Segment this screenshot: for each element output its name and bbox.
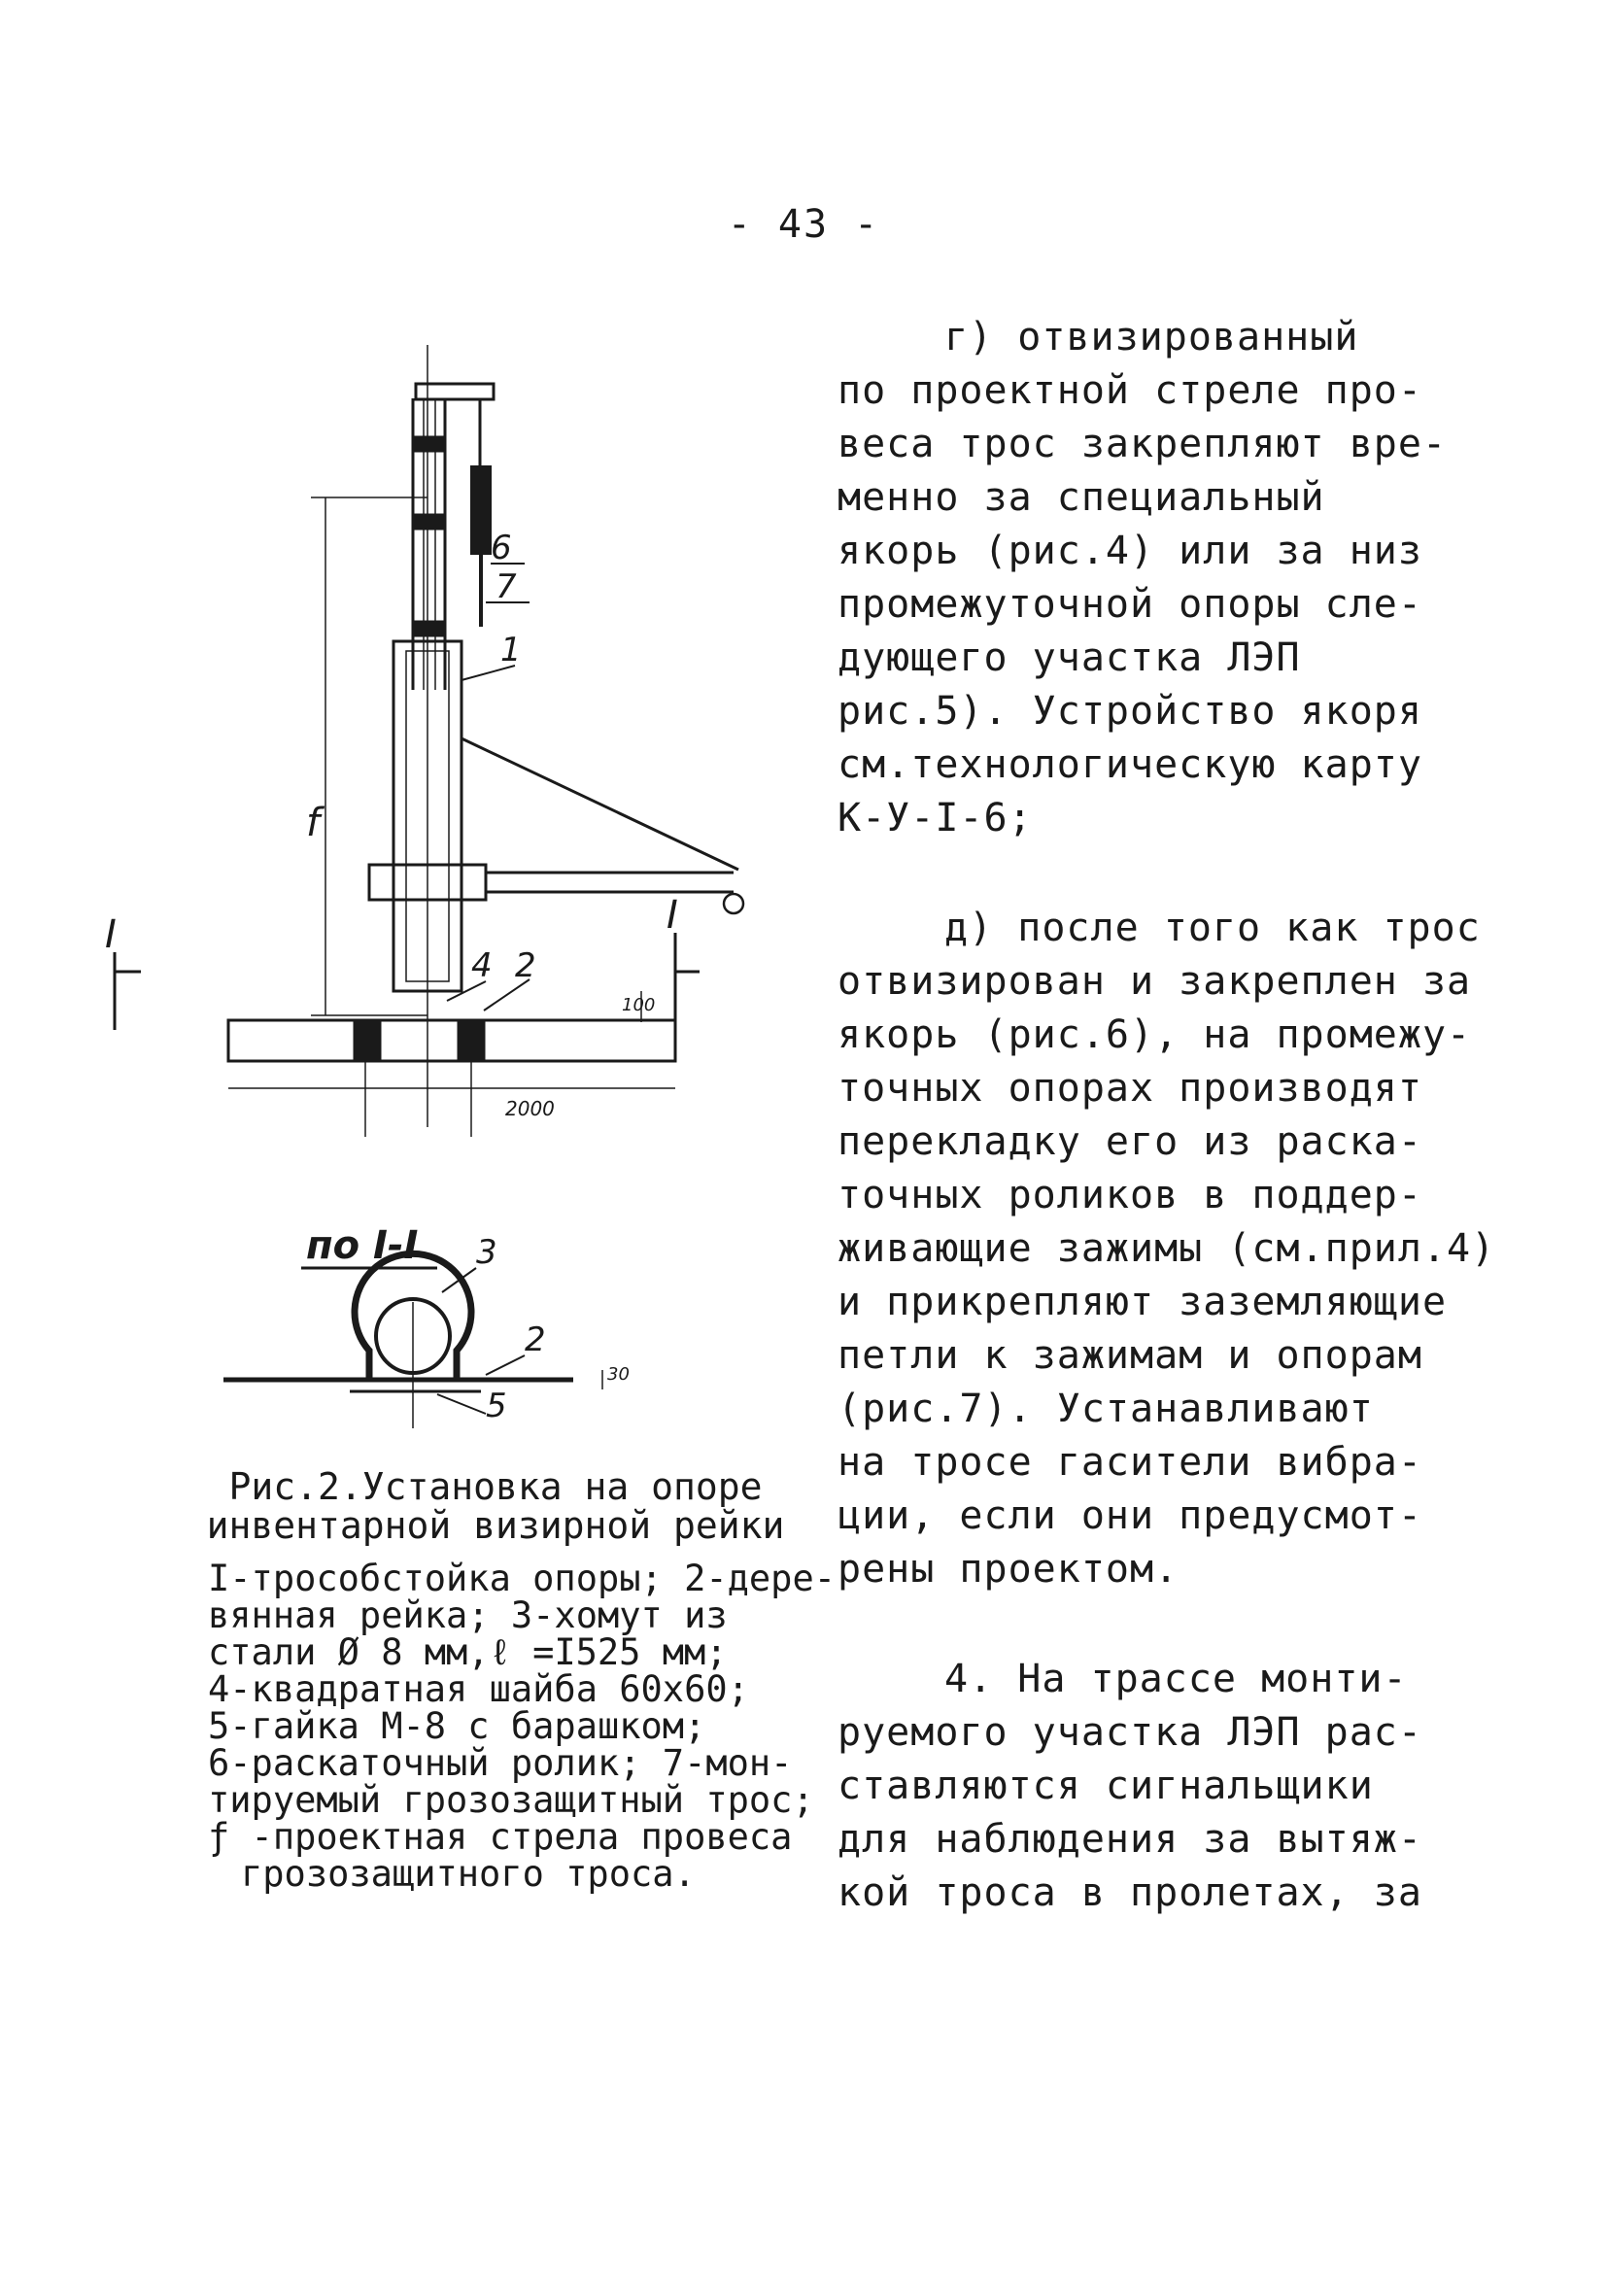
legend-line: тируемый грозозащитный трос; (208, 1779, 814, 1821)
text-line: точных опорах производят (838, 1066, 1422, 1111)
legend-line: ƒ -проектная стрела провеса (208, 1816, 793, 1858)
text-line: отвизирован и закреплен за (838, 959, 1472, 1004)
label-3: 3 (476, 1233, 497, 1272)
paragraph-4 (838, 1653, 1518, 1920)
rod-band (413, 437, 445, 451)
section-mark-left-label: I (105, 912, 117, 957)
paragraph-g (838, 311, 1518, 845)
label-5: 5 (486, 1387, 507, 1425)
dim-2000-label: 2000 (505, 1097, 555, 1120)
text-line: точных роликов в поддер- (838, 1173, 1422, 1217)
label-6: 6 (491, 529, 512, 567)
tower-rod-installation-diagram (105, 330, 738, 1428)
label-4: 4 (471, 946, 493, 985)
arm-hook (724, 894, 743, 913)
text-line: 4. На трассе монти- (944, 1657, 1408, 1701)
text-line: см.технологическую карту (838, 742, 1422, 787)
caption-line: Рис.2.Установка на опоре (228, 1465, 763, 1508)
label-2-top: 2 (515, 946, 536, 985)
label-f: f (306, 801, 321, 845)
text-line: руемого участка ЛЭП рас- (838, 1710, 1422, 1755)
brace-wire (462, 738, 738, 870)
text-line: живающие зажимы (см.прил.4) (838, 1226, 1496, 1271)
figure-2-drawing (105, 330, 738, 1428)
body-text-column (838, 311, 1518, 1920)
legend-line: стали Ø 8 мм,ℓ =I525 мм; (208, 1631, 728, 1673)
text-line: ции, если они предусмот- (838, 1493, 1422, 1538)
figure-legend (208, 1558, 837, 1895)
text-line: веса трос закрепляют вре- (838, 422, 1448, 466)
roller-block (471, 466, 491, 554)
text-line: якорь (рис.4) или за низ (838, 529, 1422, 573)
label-7: 7 (496, 567, 517, 606)
text-line: для наблюдения за вытяж- (838, 1817, 1422, 1862)
text-line: ставляются сигнальщики (838, 1764, 1374, 1808)
washer-right (459, 1022, 484, 1059)
legend-line: I-трособстойка опоры; 2-дере- (208, 1558, 837, 1599)
paragraph-d (838, 902, 1518, 1596)
washer-left (355, 1022, 380, 1059)
text-line: менно за специальный (838, 475, 1325, 520)
page-number: - 43 - (727, 202, 880, 247)
text-line: перекладку его из раска- (838, 1119, 1422, 1164)
text-line: петли к зажимам и опорам (838, 1333, 1422, 1378)
text-line: дующего участка ЛЭП (838, 635, 1301, 680)
text-line: по проектной стреле про- (838, 368, 1422, 413)
text-line: рис.5). Устройство якоря (838, 689, 1422, 734)
text-line: и прикрепляют заземляющие (838, 1280, 1448, 1324)
text-line: г) отвизированный (944, 315, 1359, 360)
dim-30-label: 30 (607, 1364, 630, 1385)
label-1: 1 (500, 631, 522, 669)
text-line: д) после того как трос (944, 906, 1481, 950)
wooden-bar (228, 1020, 675, 1061)
section-title: по I-I (306, 1223, 419, 1268)
legend-line: 5-гайка М-8 с барашком; (208, 1705, 706, 1747)
text-line: кой троса в пролетах, за (838, 1870, 1422, 1915)
legend-line: вянная рейка; 3-хомут из (208, 1594, 728, 1636)
text-line: К-У-I-6; (838, 796, 1033, 840)
legend-line: 4-квадратная шайба 60х60; (208, 1668, 749, 1710)
caption-line: инвентарной визирной рейки (206, 1504, 785, 1547)
label-2-section: 2 (525, 1320, 546, 1359)
figure-caption (185, 1467, 806, 1545)
text-line: на тросе гасители вибра- (838, 1440, 1422, 1485)
text-line: рены проектом. (838, 1547, 1180, 1592)
legend-line: 6-раскаточный ролик; 7-мон- (208, 1742, 793, 1784)
section-mark-right-label: I (667, 893, 678, 938)
text-line: (рис.7). Устанавливают (838, 1387, 1374, 1431)
dim-100-label: 100 (622, 995, 656, 1015)
legend-line: грозозащитного троса. (241, 1853, 696, 1895)
text-line: якорь (рис.6), на промежу- (838, 1012, 1472, 1057)
text-line: промежуточной опоры сле- (838, 582, 1422, 627)
